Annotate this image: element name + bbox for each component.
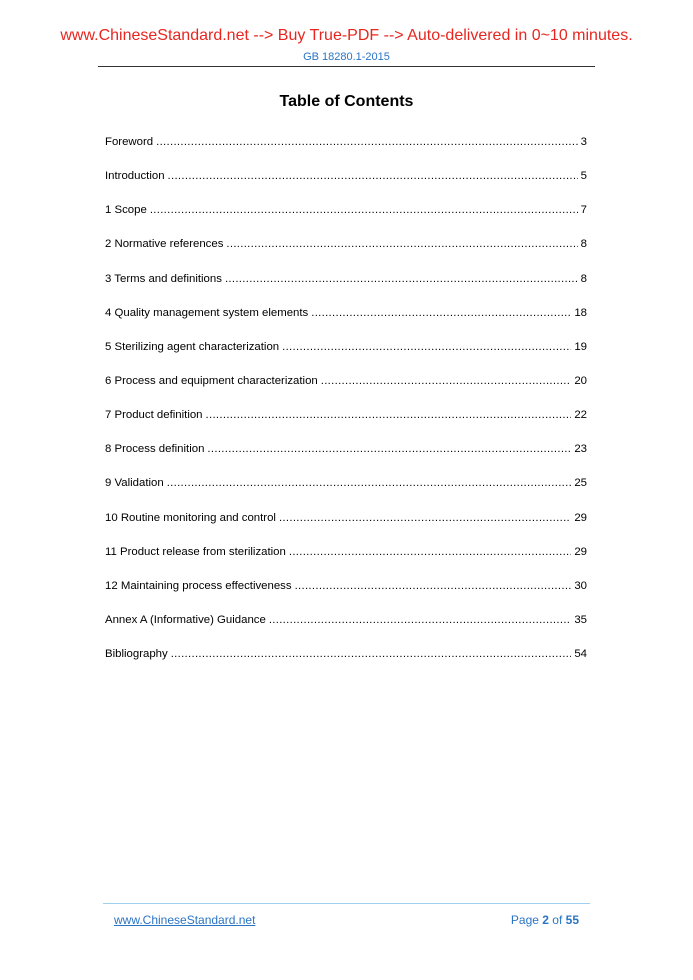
toc-entry[interactable]: [105, 614, 587, 648]
toc-entry[interactable]: [105, 273, 587, 307]
page-indicator: [511, 913, 579, 927]
toc-entry-label: Bibliography: [105, 648, 168, 661]
toc-entry-page: 23: [574, 443, 587, 456]
toc-dot-leader: [226, 238, 577, 250]
toc-entry-label: 6 Process and equipment characterization: [105, 374, 318, 387]
toc-entry-label: 8 Process definition: [105, 443, 205, 456]
toc-entry-page: 3: [580, 136, 587, 148]
toc-dot-leader: [168, 170, 578, 182]
toc-entry[interactable]: [105, 477, 587, 511]
toc-entry[interactable]: [105, 204, 587, 238]
toc-dot-leader: [156, 136, 578, 148]
toc-dot-leader: [295, 580, 572, 592]
toc-list: [105, 136, 587, 682]
page-of: of: [548, 913, 566, 927]
page-prefix: Page: [510, 913, 543, 927]
toc-entry-page: 29: [574, 511, 587, 524]
toc-dot-leader: [225, 273, 578, 285]
toc-entry[interactable]: [105, 170, 587, 204]
toc-entry-label: 3 Terms and definitions: [105, 272, 222, 285]
toc-entry-label: 11 Product release from sterilization: [105, 545, 286, 558]
toc-entry-page: 54: [574, 648, 587, 661]
toc-entry-label: 1 Scope: [105, 204, 147, 217]
toc-entry-page: 29: [574, 545, 587, 558]
toc-entry-page: 22: [574, 409, 587, 422]
toc-entry-page: 30: [574, 579, 587, 592]
toc-entry-page: 5: [580, 170, 587, 183]
toc-dot-leader: [167, 477, 572, 489]
toc-entry-label: 4 Quality management system elements: [105, 306, 309, 319]
toc-entry[interactable]: [105, 238, 587, 272]
toc-entry-label: 7 Product definition: [105, 409, 203, 422]
toc-entry[interactable]: [105, 341, 587, 375]
toc-dot-leader: [321, 375, 572, 387]
toc-entry-label: 2 Normative references: [105, 238, 224, 251]
toc-entry-label: Annex A (Informative) Guidance: [105, 613, 266, 626]
toc-dot-leader: [150, 204, 578, 216]
toc-entry-page: 20: [574, 374, 587, 387]
toc-dot-leader: [311, 307, 571, 319]
toc-entry-page: 8: [580, 272, 587, 285]
footer-divider: [103, 903, 590, 904]
toc-title: Table of Contents: [279, 93, 414, 110]
toc-dot-leader: [206, 409, 572, 421]
toc-dot-leader: [289, 546, 571, 558]
toc-dot-leader: [207, 443, 571, 455]
toc-entry[interactable]: [105, 375, 587, 409]
toc-entry-label: Foreword: [105, 136, 154, 148]
toc-entry-page: 25: [574, 477, 587, 490]
toc-entry-label: 10 Routine monitoring and control: [105, 511, 276, 524]
header-divider: [98, 66, 595, 67]
toc-entry[interactable]: [105, 648, 587, 682]
footer-site-link[interactable]: www.ChineseStandard.net: [114, 913, 256, 927]
toc-entry-page: 7: [580, 204, 587, 217]
toc-entry[interactable]: [105, 409, 587, 443]
toc-entry-label: 5 Sterilizing agent characterization: [105, 340, 280, 353]
toc-entry-label: Introduction: [105, 170, 165, 183]
header-banner: www.ChineseStandard.net --> Buy True-PDF --> Auto-delivered in 0~10 minutes.: [60, 27, 633, 44]
toc-entry-page: 8: [580, 238, 587, 251]
toc-entry[interactable]: [105, 307, 587, 341]
toc-entry[interactable]: [105, 546, 587, 580]
toc-dot-leader: [269, 614, 572, 626]
toc-entry-page: 18: [574, 306, 587, 319]
toc-dot-leader: [279, 512, 571, 524]
toc-entry[interactable]: [105, 580, 587, 614]
toc-entry-label: 9 Validation: [105, 477, 164, 490]
toc-entry-page: 35: [574, 613, 587, 626]
toc-dot-leader: [282, 341, 571, 353]
toc-entry[interactable]: [105, 136, 587, 170]
toc-entry[interactable]: [105, 512, 587, 546]
toc-entry-label: 12 Maintaining process effectiveness: [105, 579, 292, 592]
document-code: GB 18280.1-2015: [303, 51, 390, 63]
page-total: 55: [565, 913, 579, 927]
toc-entry-page: 19: [574, 340, 587, 353]
toc-entry[interactable]: [105, 443, 587, 477]
page-current: 2: [542, 913, 549, 927]
toc-dot-leader: [171, 648, 572, 660]
